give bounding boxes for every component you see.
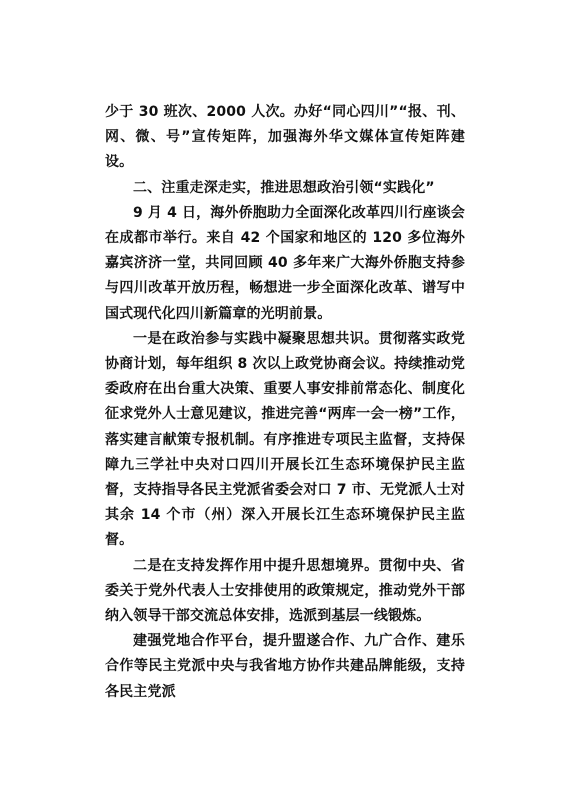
- paragraph-3: 9 月 4 日，海外侨胞助力全面深化改革四川行座谈会在成都市举行。来自 42 个国家和地区的 120 多位海外嘉宾济济一堂，共同回顾 40 多年来广大海外侨胞支持参与四川改革开放历程，畅想进一步全面深化改革、谱写中国式现代化四川新篇章的光明前景。: [105, 204, 466, 322]
- paragraph-1: 少于 30 班次、2000 人次。办好“同心四川”“报、刊、网、微、号”宣传矩阵，加强海外华文媒体宣传矩阵建设。: [105, 104, 465, 171]
- paragraph-6: 建强党地合作平台，提升盟遂合作、九广合作、建乐合作等民主党派中央与我省地方协作共建品牌能级，支持各民主党派: [105, 633, 465, 700]
- paragraph-5: 二是在支持发挥作用中提升思想境界。贯彻中央、省委关于党外代表人士安排使用的政策规定，推动党外干部纳入领导干部交流总体安排，选派到基层一线锻炼。: [105, 557, 465, 625]
- paragraph-4: 一是在政治参与实践中凝聚思想共识。贯彻落实政党协商计划，每年组织 8 次以上政党协商会议。持续推动党委政府在出台重大决策、重要人事安排前常态化、制度化征求党外人士意见建议，推进完善“两库一会一榜”工作，落实建言献策专报机制。有序推进专项民主监督，支持保障九三学社中央对口四川开展长江生态环境保护民主监督，支持指导各民主党派省委会对口 7 市、无党派人士对其余 14 个市（州）深入开展长江生态环境保护民主监督。: [105, 330, 465, 549]
- section-heading: 二、注重走深走实，推进思想政治引领“实践化”: [133, 179, 435, 196]
- document-body: [105, 100, 465, 705]
